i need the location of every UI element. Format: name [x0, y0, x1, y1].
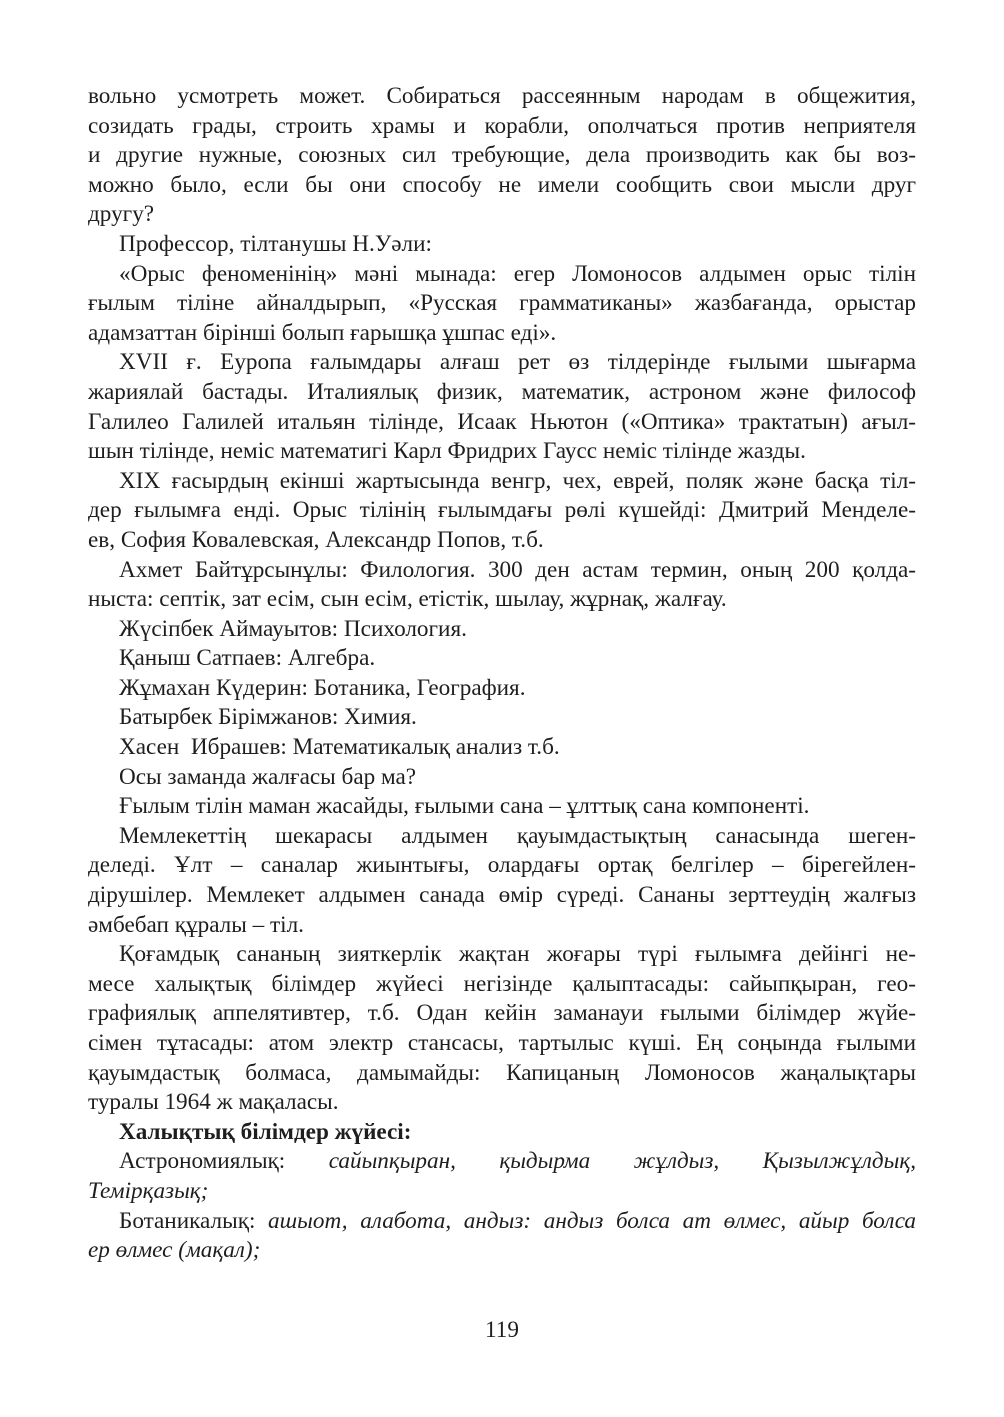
text-line: шын тілінде, неміс математигі Карл Фридрих Гаусс неміс тілінде жазды. — [88, 438, 806, 465]
text-line: «Орыс феноменінің» мәні мынада: егер Ломоносов алдымен орыс тілін — [119, 260, 916, 287]
text-line: Жұмахан Күдерин: Ботаника, География. — [119, 674, 526, 701]
astronomy-terms: сайыпқыран, қыдырма жұлдыз, Қызылжұлдық, — [328, 1148, 916, 1175]
text-line: дер ғылымға енді. Орыс тілінің ғылымдағы рөлі күшейді: Дмитрий Менделе- — [88, 497, 916, 524]
section-heading: Халықтық білімдер жүйесі: — [119, 1118, 412, 1145]
text-line: қауымдастық болмаса, дамымайды: Капицаның Ломоносов жаңалықтары — [88, 1059, 916, 1086]
text-line: XVII ғ. Еуропа ғалымдары алғаш рет өз тілдерінде ғылыми шығарма — [119, 349, 916, 376]
text-line: әмбебап құралы – тіл. — [88, 911, 304, 938]
botany-line — [88, 1207, 916, 1237]
text-line: Қоғамдық сананың зияткерлік жақтан жоғары түрі ғылымға дейінгі не- — [119, 941, 916, 968]
text-line: другу? — [88, 201, 155, 228]
text-line: Ахмет Байтұрсынұлы: Филология. 300 ден астам термин, оның 200 қолда- — [119, 556, 916, 583]
text-line: Қаныш Сатпаев: Алгебра. — [119, 645, 376, 672]
text-line: Ғылым тілін маман жасайды, ғылыми сана – ұлттық сана компоненті. — [119, 793, 810, 820]
text-line: ғылым тіліне айналдырып, «Русская грамматиканы» жазбағанда, орыстар — [88, 290, 916, 317]
text-line: месе халықтық білімдер жүйесі негізінде қалыптасады: сайыпқыран, гео- — [88, 970, 916, 997]
botany-terms: ашыот, алабота, андыз: андыз болса ат өлмес, айыр болса — [268, 1207, 916, 1234]
text-line: ныста: септік, зат есім, сын есім, етістік, шылау, жұрнақ, жалғау. — [88, 586, 727, 613]
text-line: дірушілер. Мемлекет алдымен санада өмір сүреді. Сананы зерттеудің жалғыз — [88, 882, 916, 909]
astronomy-label: Астрономиялық: — [119, 1148, 329, 1175]
text-line: Жүсіпбек Аймауытов: Психология. — [119, 615, 467, 642]
text-line: и другие нужные, союзных сил требующие, дела производить как бы воз- — [88, 142, 916, 169]
text-line: Осы заманда жалғасы бар ма? — [119, 763, 417, 790]
text-line: созидать грады, строить храмы и корабли, ополчаться против неприятеля — [88, 112, 916, 139]
text-line: вольно усмотреть может. Собираться рассеянным народам в общежития, — [88, 83, 916, 109]
page-body — [88, 82, 916, 1266]
text-line: Профессор, тілтанушы Н.Уәли: — [119, 230, 432, 257]
text-line: деледі. Ұлт – саналар жиынтығы, олардағы ортақ белгілер – бірегейлен- — [88, 852, 916, 879]
botany-label: Ботаникалық: — [119, 1207, 269, 1234]
text-line: Хасен Ибрашев: Математикалық анализ т.б. — [119, 734, 560, 761]
botany-terms-cont: ер өлмес (мақал); — [88, 1237, 261, 1264]
text-line: XIX ғасырдың екінші жартысында венгр, чех, еврей, поляк және басқа тіл- — [119, 467, 916, 494]
text-line: Батырбек Бірімжанов: Химия. — [119, 704, 417, 731]
text-line: ев, София Ковалевская, Александр Попов, т.б. — [88, 526, 544, 553]
text-line: графиялық аппелятивтер, т.б. Одан кейін заманауи ғылыми білімдер жүйе- — [88, 1000, 916, 1027]
text-line: Галилео Галилей итальян тілінде, Исаак Ньютон («Оптика» трактатын) ағыл- — [88, 408, 916, 435]
text-line: жариялай бастады. Италиялық физик, математик, астроном және философ — [88, 378, 916, 405]
astronomy-line — [88, 1147, 916, 1177]
page-number: 119 — [485, 1317, 519, 1343]
text-line: адамзаттан бірінші болып ғарышқа ұшпас еді». — [88, 319, 557, 346]
text-line: туралы 1964 ж мақаласы. — [88, 1089, 339, 1116]
astronomy-terms-cont: Темірқазық; — [88, 1177, 209, 1204]
text-line: сімен тұтасады: атом электр стансасы, тартылыс күші. Ең соңында ғылыми — [88, 1030, 916, 1056]
text-line: можно было, если бы они способу не имели сообщить свои мысли друг — [88, 171, 916, 198]
text-line: Мемлекеттің шекарасы алдымен қауымдастықтың санасында шеген- — [119, 822, 916, 849]
